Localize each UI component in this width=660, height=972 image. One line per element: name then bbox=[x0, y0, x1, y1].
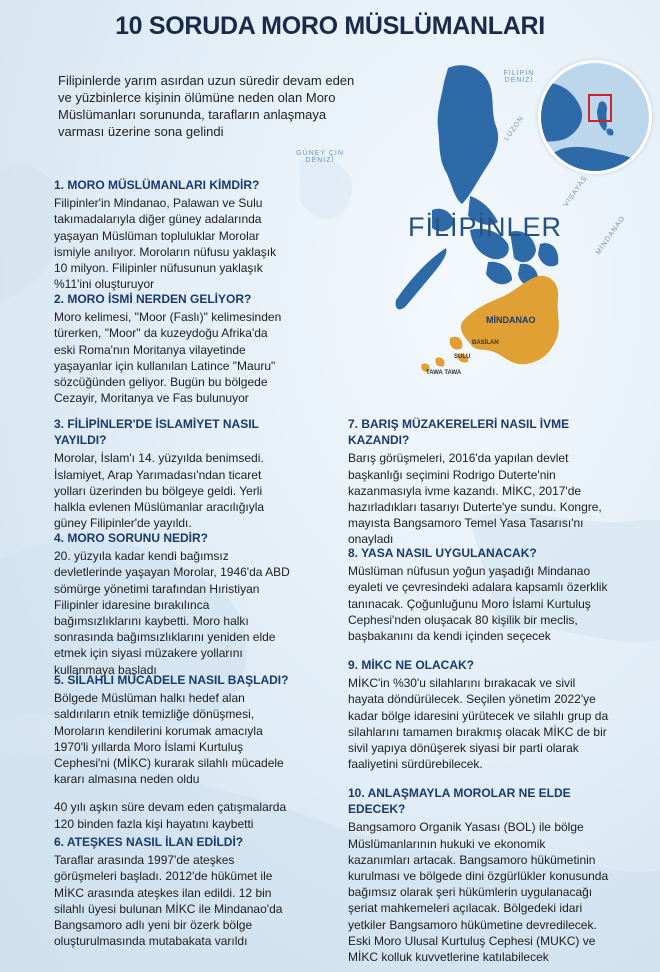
section-5-question: 5. SİLAHLI MÜCADELE NASIL BAŞLADI? bbox=[54, 673, 289, 687]
section-8-question: 8. YASA NASIL UYGULANACAK? bbox=[348, 546, 537, 560]
section-7-question: 7. BARIŞ MÜZAKERELERİ NASIL İVME KAZANDI? bbox=[348, 417, 570, 448]
luzon-island bbox=[438, 65, 498, 204]
section-7-answer: Barış görüşmeleri, 2016'da yapılan devlet başkanlığı seçimini Rodrigo Duterte'nin kazanmasıyla ivme kazandı. MİKC, 2017'de hazırladıkları tasarıyı Duterte'ye sundu. Kongre, mayısta Bangsamoro Temel Yasa Tasarısı'nı onayladı bbox=[348, 451, 602, 547]
sulu-label: SULU bbox=[454, 354, 471, 360]
section-3-answer: Morolar, İslam'ı 14. yüzyılda benimsedi. İslamiyet, Arap Yarımadası'ndan ticaret yolları üzerinden bu bölgeye geldi. Yerli halkla evlenen Müslümanlar aracılığıyla güney Filipinler'de yayıldı. bbox=[54, 451, 265, 531]
page-title: 10 SORUDA MORO MÜSLÜMANLARI bbox=[115, 12, 545, 40]
section-10-answer: Bangsamoro Organik Yasası (BOL) ile bölge Müslümanlarının hukuki ve ekonomik kazanımları artacak. Bangsamoro hükümetinin kurulması ve bölgede dini özgürlükler konusunda bağımsız olarak şeri hükümlerin uygulanacağı şeriat mahkemeleri açılacak. Bölgedeki idari yetkiler Bangsamoro hükümetine devredilecek. Eski Moro Ulusal Kurtuluş Cephesi (MUKC) ve MİKC kolluk kuvvetlerine katılabilecek bbox=[348, 820, 609, 965]
visayas-label: VİSAYAS bbox=[562, 174, 590, 209]
mindanao-label: MİNDANAO bbox=[486, 315, 536, 325]
luzon-label: LUZON bbox=[503, 114, 526, 143]
section-1-question: 1. MORO MÜSLÜMANLARI KİMDİR? bbox=[54, 178, 260, 192]
section-4 bbox=[54, 530, 294, 678]
section-10 bbox=[348, 785, 610, 965]
tawitawi-label: TAWA TAWA bbox=[426, 370, 462, 376]
section-3-question: 3. FİLİPİNLER'DE İSLAMİYET NASIL YAYILDI? bbox=[54, 417, 259, 448]
section-4-answer: 20. yüzyıla kadar kendi bağımsız devletlerinde yaşayan Morolar, 1946'da ABD sömürge yönetimi tarafından Hıristiyan Filipinler idaresine bırakılınca bağımsızlıklarını kaybetti. Moro halkı sonrasında bağımsızlıklarını yeniden elde etmek için siyasi müzakere yollarını kullanmaya başladı bbox=[54, 549, 290, 677]
section-9-question: 9. MİKC NE OLACAK? bbox=[348, 658, 474, 672]
section-8 bbox=[348, 545, 610, 644]
section-2-question: 2. MORO İSMİ NERDEN GELİYOR? bbox=[54, 292, 252, 306]
section-1-answer: Filipinler'in Mindanao, Palawan ve Sulu takımadalarıyla diğer güney adalarında yaşayan Müslüman topluluklar Morolar ismiyle anılıyor. Moroların nüfusu yaklaşık 10 milyon. Filipinler nüfusunun yaklaşık %11'ini oluşturuyor bbox=[54, 196, 277, 292]
section-2-answer: Moro kelimesi, "Moor (Faslı)" kelimesinden türerken, "Moor" da kuzeydoğu Afrika'da eski Roma'nın Moritanya vilayetinde yaşayanlar için kullanılan Latince "Mauru" sözcüğünden geliyor. Bugün bu bölgede Cezayir, Moritanya ve Fas bulunuyor bbox=[54, 310, 282, 406]
section-5-answer: Bölgede Müslüman halkı hedef alan saldırıların etnik temizliğe dönüşmesi, Moroların kendilerini korumak amacıyla 1970'li yıllarda Moro İslami Kurtuluş Cephesi'ni (MİKC) kurarak silahlı mücadele kararı almasına neden oldu bbox=[54, 691, 284, 787]
section-5 bbox=[54, 672, 294, 832]
inset-globe-map bbox=[538, 60, 652, 174]
section-6-answer: Taraflar arasında 1997'de ateşkes görüşmeleri başladı. 2012'de hükümet ile MİKC arasında ateşkes ilan edildi. 12 bin silahlı üyesi bulunan MİKC ile Mindanao'da Bangsamoro adlı yeni bir özerk bölge oluşturulmasında mutabakata varıldı bbox=[54, 853, 283, 949]
section-6 bbox=[54, 834, 294, 949]
country-label: FİLİPİNLER bbox=[408, 212, 563, 242]
philippine-sea-label: FİLİPİN DENİZİ bbox=[503, 70, 535, 84]
section-7 bbox=[348, 416, 610, 548]
palawan-island bbox=[396, 248, 447, 309]
section-3 bbox=[54, 416, 292, 531]
intro-text: Filipinlerde yarım asırdan uzun süredir devam eden ve yüzbinlerce kişinin ölümüne neden olan Moro Müslümanları sorununda, tarafların anlaşmaya varması üzerine sona gelindi bbox=[58, 73, 355, 139]
mindanao-sea-label: MİNDANAO bbox=[594, 214, 627, 257]
section-6-question: 6. ATEŞKES NASIL İLAN EDİLDİ? bbox=[54, 835, 244, 849]
section-10-question: 10. ANLAŞMAYLA MOROLAR NE ELDE EDECEK? bbox=[348, 786, 571, 817]
basilan-label: BASİLAN bbox=[472, 340, 499, 346]
section-4-question: 4. MORO SORUNU NEDİR? bbox=[54, 531, 209, 545]
section-2 bbox=[54, 291, 292, 406]
section-8-answer: Müslüman nüfusun yoğun yaşadığı Mindanao eyaleti ve çevresindeki adalara kapsamlı özerklik tanınacak. Çoğunluğunu Moro İslami Kurtuluş Cephesi'nden oluşacak 80 kişilik bir meclis, başbakanını da kendi içinden seçecek bbox=[348, 564, 608, 644]
section-1 bbox=[54, 177, 292, 292]
south-china-sea-label: GÜNEY ÇİN DENİZİ bbox=[296, 150, 344, 164]
section-9-answer: MİKC'in %30'u silahlarını bırakacak ve sivil hayata döndürülecek. Seçilen yönetim 2022'ye kadar bölge idaresini yürütecek ve silahlı grup da silahlarını tamamen bırakmış olacak MİKC de bir sivil yapıya dönüşerek siyasi bir parti olarak faaliyetini sürdürebilecek. bbox=[348, 676, 609, 772]
section-9 bbox=[348, 657, 610, 772]
section-5-extra: 40 yılı aşkın süre devam eden çatışmalarda 120 binden fazla kişi hayatını kaybetti bbox=[54, 800, 287, 831]
